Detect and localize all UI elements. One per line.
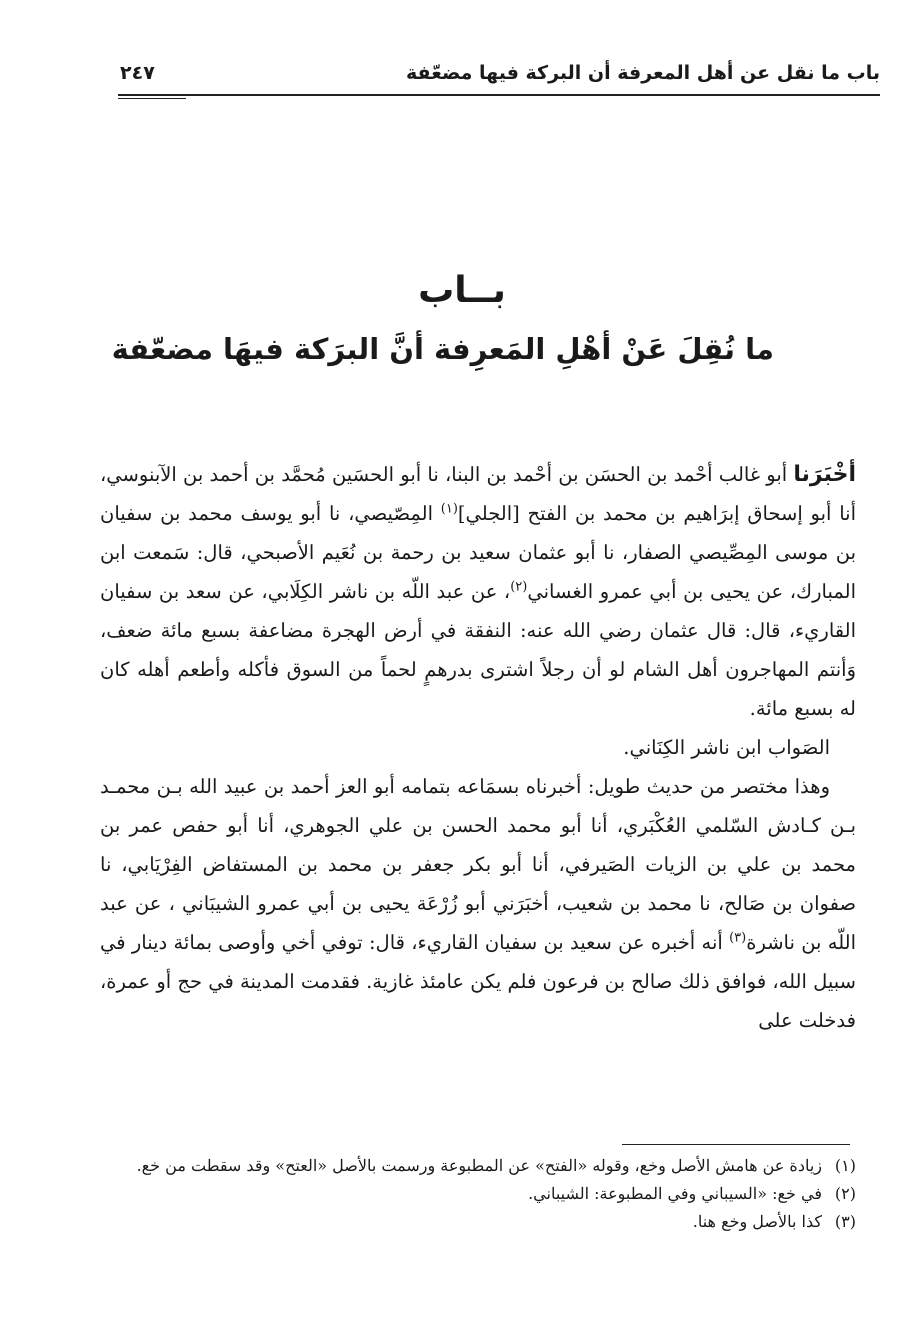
footnote-1 [100,1152,856,1180]
header-rule-secondary [118,98,186,99]
paragraph-2: الصَواب ابن ناشر الكِنَاني. [623,736,830,759]
paragraph-1-part-a: أبو غالب أحْمد بن الحسَن بن أحْمد بن البنا، نا أبو الحسَين مُحمَّد بن أحمد بن الآبنوسي، أنا أبو إسحاق إبرَاهيم بن محمد بن الفتح [الجلي] [100,463,857,525]
footnote-2 [100,1180,856,1208]
paragraph-1 [100,455,856,728]
footnote-ref-1[interactable]: (١) [440,501,458,517]
running-title: باب ما نقل عن أهل المعرفة أن البركة فيها مضعّفة [406,62,880,84]
footnote-number: (٢) [834,1184,856,1203]
footnote-number: (٣) [834,1212,856,1231]
header-rule [118,94,880,96]
paragraph-1-part-b: المِصّيصي، نا أبو يوسف محمد بن سفيان بن موسى المِصِّيصي الصفار، نا أبو عثمان سعيد بن رحمة بن نُعَيم الأصبحي، قال: سَمعت ابن المبارك، عن يحيى بن أبي عمرو الغساني [100,502,856,603]
lead-word: أخْبَرَنا [793,462,856,487]
paragraph-1-part-c: ، عن عبد اللّه بن ناشر الكِلَابي، عن سعد بن سفيان القاريء، قال: قال عثمان رضي الله عنه: النفقة في أرض الهجرة مضاعفة بسبع مائة ضعف، وَأنتم المهاجرون أهل الشام لو أن رجلاً اشترى بدرهمٍ لحماً من السوق فأكله وأطعم أهله كان له بسبع مائة. [100,580,856,720]
footnote-ref-2[interactable]: (٢) [510,579,528,595]
paragraph-3-part-b: أنه أخبره عن سعيد بن سفيان القاريء، قال: توفي أخي وأوصى بمائة دينار في سبيل الله، فوافق ذلك صالح بن فرعون فلم يكن عامئذ غازية. فقدمت المدينة في حج أو عمرة، فدخلت على [100,931,856,1032]
footnotes [100,1152,856,1236]
footnote-text: في خع: «السيباني وفي المطبوعة: الشيباني. [528,1184,822,1203]
footnote-3 [100,1208,856,1236]
chapter-label: بــاب [418,270,506,311]
chapter-title: ما نُقِلَ عَنْ أهْلِ المَعرِفة أنَّ البرَكة فيهَا مضعّفة [111,332,774,366]
main-text [100,455,856,1040]
footnote-separator [622,1144,850,1145]
footnote-text: كذا بالأصل وخع هنا. [692,1212,822,1231]
footnote-number: (١) [834,1156,856,1175]
footnote-text: زيادة عن هامش الأصل وخع، وقوله «الفتح» عن المطبوعة ورسمت بالأصل «العتح» وقد سقطت من خع. [136,1156,822,1175]
paragraph-3-part-a: وهذا مختصر من حديث طويل: أخبرناه بسمَاعه بتمامه أبو العز أحمد بن عبيد الله بـن محمـد بـن كـادش السّلمي العُكْبَري، أنا أبو محمد الحسن بن علي الجوهري، أنا أبو حفص عمر بن محمد بن علي بن الزيات الصَيرفي، أنا أبو بكر جعفر بن محمد بن المستفاض الفِرْيَابي، نا صفوان بن صَالح، نا محمد بن شعيب، أخبَرَني أبو زُرْعَة يحيى بن أبي عمرو الشيبَاني ، عن عبد اللّه بن ناشرة [100,775,857,954]
page-number: ٢٤٧ [120,62,155,84]
footnote-ref-3[interactable]: (٣) [729,930,747,946]
paragraph-3 [100,767,856,1040]
running-header [110,62,880,98]
